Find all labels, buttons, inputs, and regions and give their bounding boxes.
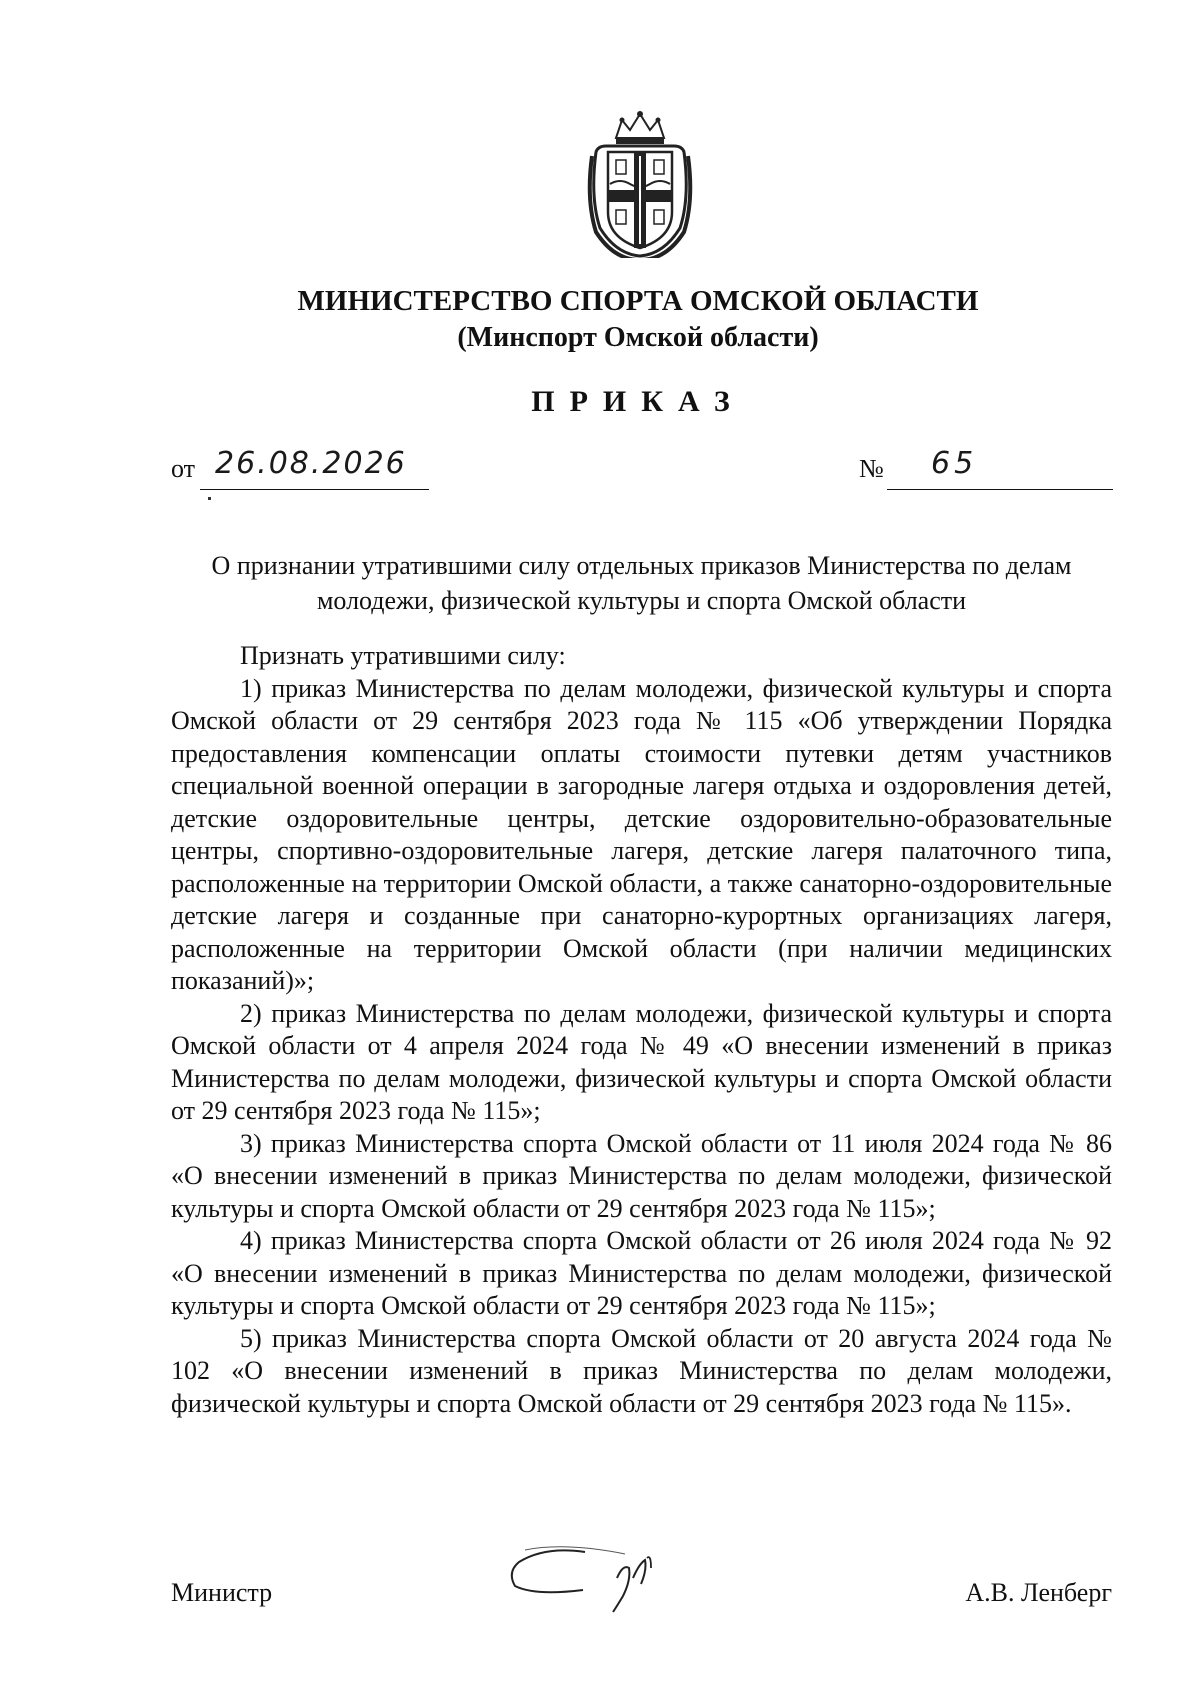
number-label: № xyxy=(859,454,884,483)
ministry-short-name: (Минспорт Омской области) xyxy=(457,322,819,353)
ministry-name: МИНИСТЕРСТВО СПОРТА ОМСКОЙ ОБЛАСТИ xyxy=(297,285,979,317)
order-subject: О признании утратившими силу отдельных приказов Министерства по делам молодежи, физической культуры и спорта Омской области xyxy=(211,551,1072,615)
body-item-3: 3) приказ Министерства спорта Омской области от 11 июля 2024 года № 86 «О внесении изменений в приказ Министерства по делам молодежи, физической культуры и спорта Омской области от 29 сентября 2023 года № 115»; xyxy=(171,1128,1112,1223)
scan-mark xyxy=(208,497,211,500)
date-label: от xyxy=(171,454,196,483)
order-body xyxy=(171,640,1112,1420)
order-number-handwritten: 65 xyxy=(931,446,978,481)
signer-name: А.В. Ленберг xyxy=(965,1578,1112,1607)
body-item-1: 1) приказ Министерства по делам молодежи, физической культуры и спорта Омской области от 29 сентября 2023 года № 115 «Об утверждении Порядка предоставления компенсации оплаты стоимости путевки детям участников специальной военной операции в загородные лагеря отдыха и оздоровления детей, детские оздоровительные центры, детские оздоровительно-образовательные центры, спортивно-оздоровительные лагеря, детские лагеря палаточного типа, расположенные на территории Омской области, а также санаторно-оздоровительные детские лагеря и созданные при санаторно-курортных организациях лагеря, расположенные на территории Омской области (при наличии медицинских показаний)»; xyxy=(171,673,1112,995)
date-underline xyxy=(200,489,429,490)
number-underline xyxy=(887,489,1113,490)
signer-title: Министр xyxy=(171,1578,273,1607)
order-title: ПРИКАЗ xyxy=(531,385,745,418)
coat-of-arms-emblem xyxy=(586,108,694,258)
order-date-number-row xyxy=(171,445,1112,490)
body-item-4: 4) приказ Министерства спорта Омской области от 26 июля 2024 года № 92 «О внесении изменений в приказ Министерства по делам молодежи, физической культуры и спорта Омской области от 29 сентября 2023 года № 115»; xyxy=(171,1226,1112,1320)
body-item-2: 2) приказ Министерства по делам молодежи, физической культуры и спорта Омской области от 4 апреля 2024 года № 49 «О внесении изменений в приказ Министерства по делам молодежи, физической культуры и спорта Омской области от 29 сентября 2023 года № 115»; xyxy=(171,998,1112,1125)
body-item-5: 5) приказ Министерства спорта Омской области от 20 августа 2024 года № 102 «О внесении изменений в приказ Министерства по делам молодежи, физической культуры и спорта Омской области от 29 сентября 2023 года № 115». xyxy=(171,1323,1112,1418)
signature-block xyxy=(171,1578,1112,1618)
body-intro: Признать утратившими силу: xyxy=(240,641,566,670)
order-date-handwritten: 26.08.2026 xyxy=(215,446,407,481)
